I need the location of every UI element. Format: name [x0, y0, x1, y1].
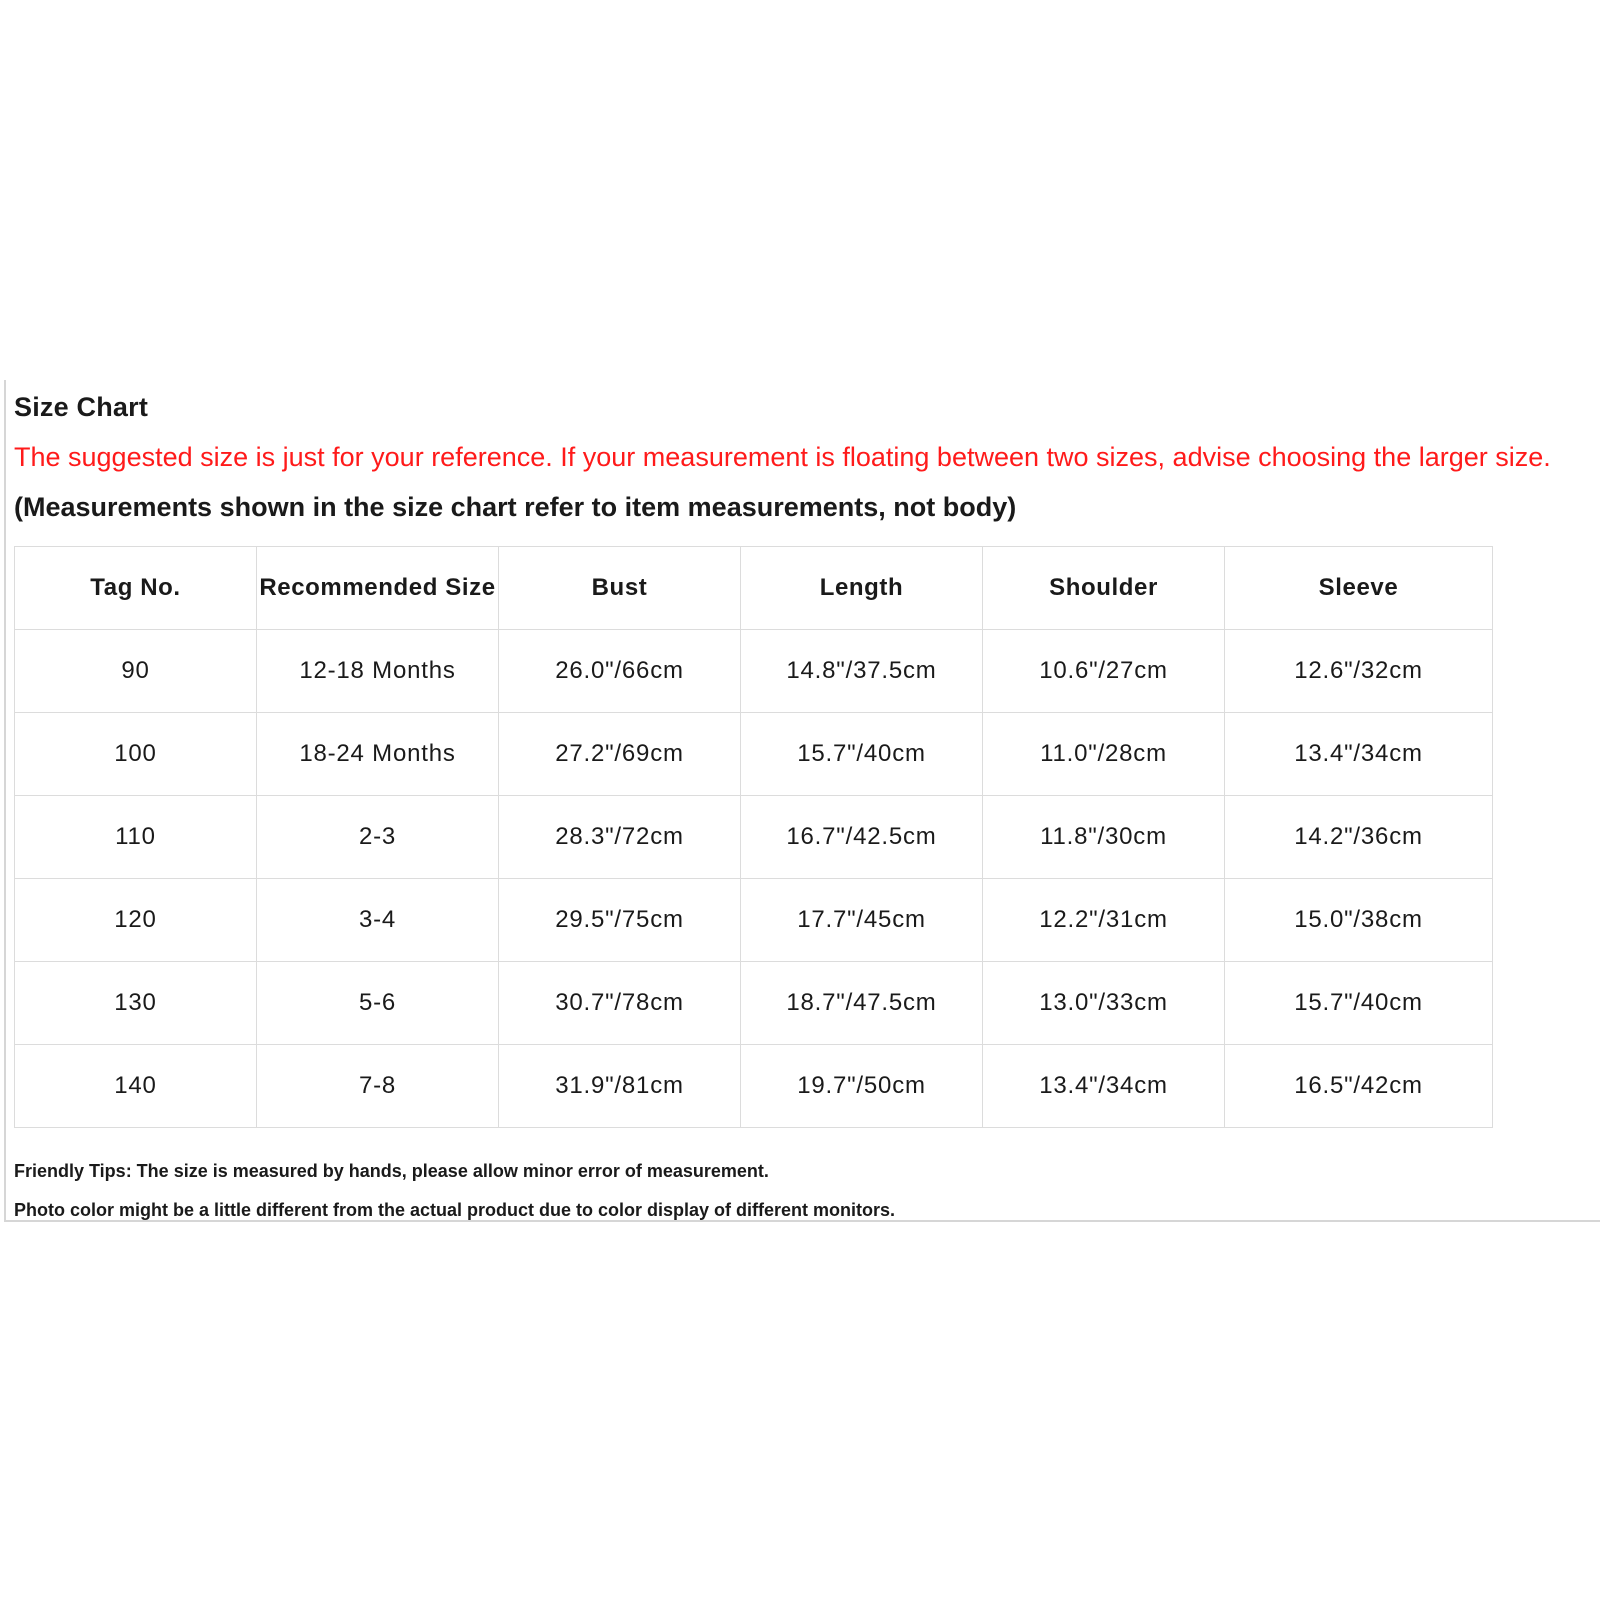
- cell-tag-no: 110: [15, 796, 257, 879]
- cell-bust: 31.9"/81cm: [499, 1045, 741, 1128]
- table-row: [15, 796, 1493, 879]
- cell-length: 17.7"/45cm: [741, 879, 983, 962]
- cell-recommended-size: 2-3: [257, 796, 499, 879]
- cell-shoulder: 10.6"/27cm: [983, 630, 1225, 713]
- friendly-tip: Friendly Tips: The size is measured by hands, please allow minor error of measurement.: [14, 1161, 769, 1181]
- cell-bust: 28.3"/72cm: [499, 796, 741, 879]
- size-advice-notice: The suggested size is just for your reference. If your measurement is floating between two sizes, advise choosing the larger size.: [14, 442, 1551, 472]
- cell-bust: 29.5"/75cm: [499, 879, 741, 962]
- table-row: [15, 962, 1493, 1045]
- cell-length: 16.7"/42.5cm: [741, 796, 983, 879]
- cell-shoulder: 11.0"/28cm: [983, 713, 1225, 796]
- size-table: [14, 546, 1493, 1128]
- cell-shoulder: 12.2"/31cm: [983, 879, 1225, 962]
- header-recommended-size: Recommended Size: [257, 547, 499, 630]
- cell-sleeve: 12.6"/32cm: [1225, 630, 1493, 713]
- cell-tag-no: 140: [15, 1045, 257, 1128]
- cell-length: 15.7"/40cm: [741, 713, 983, 796]
- cell-sleeve: 15.7"/40cm: [1225, 962, 1493, 1045]
- header-sleeve: Sleeve: [1225, 547, 1493, 630]
- cell-sleeve: 16.5"/42cm: [1225, 1045, 1493, 1128]
- measurement-note: (Measurements shown in the size chart refer to item measurements, not body): [14, 492, 1017, 522]
- cell-sleeve: 14.2"/36cm: [1225, 796, 1493, 879]
- header-tag-no: Tag No.: [15, 547, 257, 630]
- table-row: [15, 630, 1493, 713]
- cell-recommended-size: 3-4: [257, 879, 499, 962]
- cell-shoulder: 11.8"/30cm: [983, 796, 1225, 879]
- cell-sleeve: 13.4"/34cm: [1225, 713, 1493, 796]
- cell-bust: 30.7"/78cm: [499, 962, 741, 1045]
- table-header-row: [15, 547, 1493, 630]
- size-chart-panel: [4, 380, 1600, 1222]
- cell-shoulder: 13.4"/34cm: [983, 1045, 1225, 1128]
- cell-recommended-size: 12-18 Months: [257, 630, 499, 713]
- cell-tag-no: 130: [15, 962, 257, 1045]
- cell-length: 18.7"/47.5cm: [741, 962, 983, 1045]
- header-bust: Bust: [499, 547, 741, 630]
- cell-recommended-size: 7-8: [257, 1045, 499, 1128]
- cell-tag-no: 90: [15, 630, 257, 713]
- cell-bust: 26.0"/66cm: [499, 630, 741, 713]
- cell-tag-no: 120: [15, 879, 257, 962]
- cell-shoulder: 13.0"/33cm: [983, 962, 1225, 1045]
- page-title: Size Chart: [14, 392, 149, 422]
- table-row: [15, 879, 1493, 962]
- cell-length: 14.8"/37.5cm: [741, 630, 983, 713]
- cell-sleeve: 15.0"/38cm: [1225, 879, 1493, 962]
- header-shoulder: Shoulder: [983, 547, 1225, 630]
- cell-tag-no: 100: [15, 713, 257, 796]
- cell-recommended-size: 18-24 Months: [257, 713, 499, 796]
- cell-length: 19.7"/50cm: [741, 1045, 983, 1128]
- cell-recommended-size: 5-6: [257, 962, 499, 1045]
- color-disclaimer: Photo color might be a little different from the actual product due to color display of different monitors.: [14, 1200, 896, 1220]
- table-row: [15, 713, 1493, 796]
- cell-bust: 27.2"/69cm: [499, 713, 741, 796]
- header-length: Length: [741, 547, 983, 630]
- table-row: [15, 1045, 1493, 1128]
